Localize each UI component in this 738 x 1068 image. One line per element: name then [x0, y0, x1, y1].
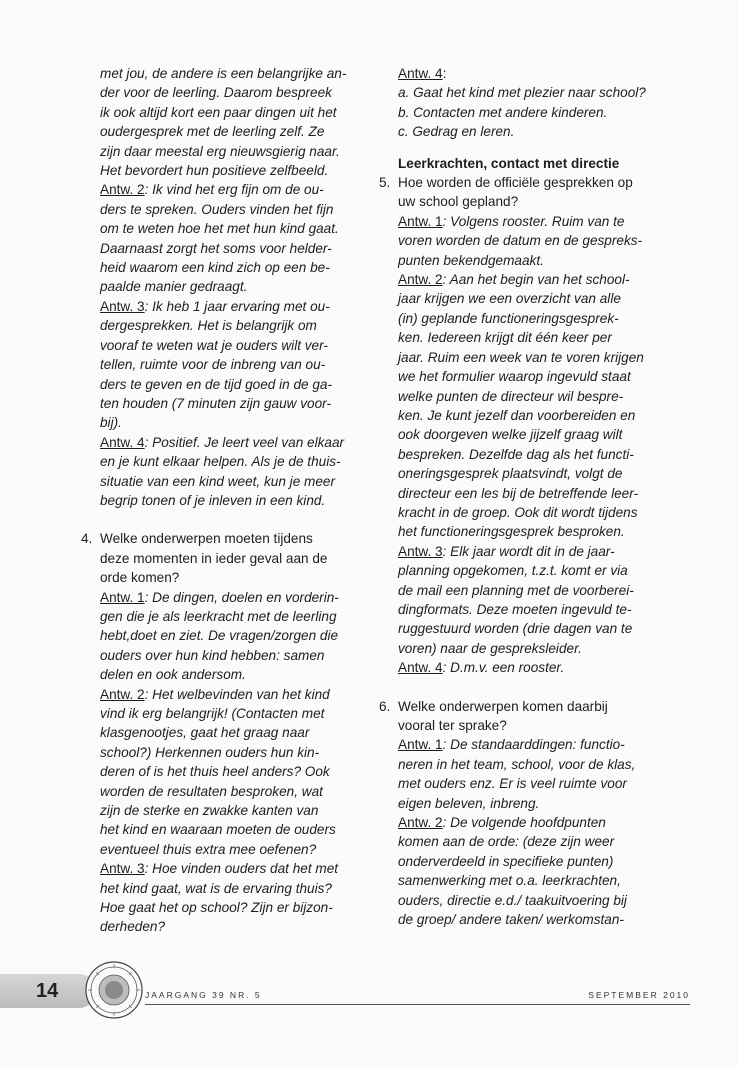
- answer-label: Antw. 4: [398, 660, 443, 676]
- text-line: deren of is het thuis heel anders? Ook: [100, 764, 330, 780]
- answer-block: Antw. 4: Positief. Je leert veel van elkaar en je kunt elkaar helpen. Als je de thuis- situatie van een kind weet, kun je meer begrip tonen of je inleven in een kind.: [100, 433, 372, 511]
- text-line: school?) Herkennen ouders hun kin-: [100, 744, 320, 760]
- text-line: met ouders enz. Er is veel ruimte voor: [398, 776, 627, 792]
- section-heading: Leerkrachten, contact met directie: [398, 155, 620, 171]
- text-line: eigen beleven, inbreng.: [398, 795, 540, 811]
- answer-label: Antw. 3: [100, 298, 145, 314]
- answer-label: Antw. 1: [398, 213, 443, 229]
- journal-issue: JAARGANG 39 NR. 5: [145, 990, 262, 1000]
- answer-block: Antw. 2: Aan het begin van het school- jaar krijgen we een overzicht van alle (in) geplande functioneringsgesprek- ken. Iedereen krijgt dit één keer per jaar. Ruim een week van te voren krijgen we het formulier waarop ingevuld staat welke punten de directeur wil bespre- ken. Je kunt jezelf dan voorbereiden en ook doorgeven welke jijzelf graag wilt bespreken. Dezelfde dag als het functi- oneringsgesprek plaatsvindt, volgt de directeur een les bij de betreffende leer- kracht in de groep. Ook dit wordt tijdens het functioneringsgesprek besproken.: [398, 270, 688, 542]
- text-line: paalde manier gedraagt.: [100, 279, 248, 295]
- text-line: gen die je als leerkracht met de leerling: [100, 608, 337, 624]
- text-line: de mail een planning met de voorberei-: [398, 582, 634, 598]
- answer-block: Antw. 4: D.m.v. een rooster.: [398, 660, 565, 676]
- text-line: welke punten de directeur wil bespre-: [398, 388, 624, 404]
- answer-first-line: De volgende hoofdpunten: [450, 815, 606, 831]
- text-line: voren) naar de gespreksleider.: [398, 640, 582, 656]
- text-line: vind ik erg belangrijk! (Contacten met: [100, 706, 325, 721]
- answer-label: Antw. 3: [100, 861, 145, 877]
- text-line: kracht in de groep. Ook dit wordt tijdens: [398, 504, 638, 520]
- text-line: ten houden (7 minuten zijn gauw voor-: [100, 395, 331, 411]
- text-line: dergesprekken. Het is belangrijk om: [100, 318, 317, 334]
- text-line: jaar krijgen we een overzicht van alle: [398, 291, 621, 307]
- text-line: en je kunt elkaar helpen. Als je de thuis-: [100, 454, 341, 470]
- text-line: Hoe gaat het op school? Zijn er bijzon-: [100, 900, 333, 916]
- answer-block: Antw. 4: a. Gaat het kind met plezier naar school? b. Contacten met andere kinderen. c. Gedrag en leren.: [398, 64, 688, 142]
- answer-block: Antw. 3: Hoe vinden ouders dat het met het kind gaat, wat is de ervaring thuis? Hoe gaat het op school? Zijn er bijzon- derheden?: [100, 859, 372, 937]
- journal-seal-icon: [84, 960, 144, 1020]
- text-line: voren worden de datum en de gespreks-: [398, 233, 643, 249]
- left-column: [81, 64, 372, 937]
- answer-label: Antw. 4: [398, 66, 443, 81]
- question-4: [81, 529, 372, 587]
- question-5: [379, 173, 688, 212]
- text-line: we het formulier waarop ingevuld staat: [398, 369, 631, 385]
- text-line: worden de resultaten besproken, wat: [100, 783, 323, 799]
- text-line: oneringsgesprek plaatsvindt, volgt de: [398, 466, 623, 482]
- text-line: het functioneringsgesprek besproken.: [398, 524, 625, 540]
- text-line: deze momenten in ieder geval aan de: [100, 550, 328, 566]
- answer-block: Antw. 3: Ik heb 1 jaar ervaring met ou- dergesprekken. Het is belangrijk om vooraf te weten wat je ouders wilt ver- tellen, ruimte voor de inbreng van ou- ders te geven en de tijd goed in de ga- ten houden (7 minuten zijn gauw voor- bij).: [100, 297, 372, 433]
- answer-label: Antw. 4: [100, 434, 145, 450]
- answer-text: [398, 289, 688, 541]
- question-number: 5.: [379, 175, 391, 191]
- text-line: situatie van een kind weet, kun je meer: [100, 473, 336, 489]
- text-line: derheden?: [100, 919, 166, 935]
- text-line: a. Gaat het kind met plezier naar school?: [398, 85, 646, 101]
- text-line: zijn de sterke en zwakke kanten van: [100, 803, 319, 819]
- answer-block: Antw. 2: De volgende hoofdpunten komen aan de orde: (deze zijn weer onderverdeeld in specifieke punten) samenwerking met o.a. leerkrachten, ouders, directie e.d./ taakuitvoering bij de groep/ andere taken/ werkomstan-: [398, 813, 688, 929]
- text-line: ruggestuurd worden (drie dagen van te: [398, 621, 633, 637]
- answer-first-line: D.m.v. een rooster.: [450, 660, 565, 676]
- answer-block: Antw. 1: Volgens rooster. Ruim van te voren worden de datum en de gespreks- punten bekendgemaakt.: [398, 212, 688, 270]
- text-line: delen en ook andersom.: [100, 667, 246, 683]
- text-line: ik ook altijd kort een paar dingen uit het: [100, 104, 337, 120]
- answer-block: Antw. 1: De standaarddingen: functio- neren in het team, school, voor de klas, met ouders enz. Er is veel ruimte voor eigen beleven, inbreng.: [398, 735, 688, 813]
- text-line: ouders, directie e.d./ taakuitvoering bij: [398, 892, 627, 908]
- text-line: der voor de leerling. Daarom bespreek: [100, 85, 332, 101]
- answer-first-line: De standaarddingen: functio-: [450, 737, 625, 753]
- text-line: vooral ter sprake?: [398, 718, 507, 733]
- answer-first-line: De dingen, doelen en vorderin-: [152, 589, 339, 605]
- answer-label: Antw. 2: [398, 815, 443, 831]
- text-line: c. Gedrag en leren.: [398, 124, 515, 140]
- answer-first-line: Hoe vinden ouders dat het met: [152, 861, 339, 877]
- answer-text: [100, 200, 372, 297]
- answer-label: Antw. 2: [398, 272, 443, 288]
- answer-text: [398, 755, 688, 813]
- question-text: [100, 529, 372, 587]
- text-line: het kind gaat, wat is de ervaring thuis?: [100, 880, 332, 896]
- text-line: het kind en waaraan moeten de ouders: [100, 822, 336, 838]
- answer-block: Antw. 3: Elk jaar wordt dit in de jaar- planning opgekomen, t.z.t. komt er via de mail een planning met de voorberei- dingformats. Deze moeten ingevuld te- ruggestuurd worden (drie dagen van te voren) naar de gespreksleider.: [398, 542, 688, 658]
- answer-list: [398, 83, 688, 141]
- text-line: hebt,doet en ziet. De vragen/zorgen die: [100, 628, 339, 644]
- text-line: (in) geplande functioneringsgesprek-: [398, 310, 619, 326]
- question-text: [398, 697, 688, 736]
- answer-label: Antw. 2: [100, 182, 145, 198]
- text-line: zijn daar meestal erg nieuwsgierig naar.: [100, 143, 340, 159]
- answer-first-line: Elk jaar wordt dit in de jaar-: [450, 543, 615, 559]
- text-line: Welke onderwerpen moeten tijdens: [100, 531, 313, 547]
- answer-label: Antw. 1: [398, 737, 443, 753]
- answer-text: [398, 231, 688, 270]
- text-line: punten bekendgemaakt.: [398, 252, 544, 268]
- answer-text: [100, 607, 372, 685]
- answer-label: Antw. 2: [100, 686, 145, 702]
- text-line: samenwerking met o.a. leerkrachten,: [398, 873, 621, 889]
- text-line: komen aan de orde: (deze zijn weer: [398, 834, 615, 850]
- answer-text: [100, 452, 372, 510]
- answer-block: Antw. 2: Ik vind het erg fijn om de ou- ders te spreken. Ouders vinden het fijn om te weten hoe het met hun kind gaat. Daarnaast zorgt het soms voor helder- heid waarom een kind zich op een be- paalde manier gedraagt.: [100, 180, 372, 296]
- text-line: ouders over hun kind hebben: samen: [100, 647, 325, 663]
- text-line: de groep/ andere taken/ werkomstan-: [398, 912, 624, 928]
- text-line: orde komen?: [100, 570, 180, 586]
- footer-rule: [145, 1004, 690, 1005]
- text-line: ken. Je kunt jezelf dan voorbereiden en: [398, 407, 636, 423]
- text-line: vooraf te weten wat je ouders wilt ver-: [100, 337, 328, 353]
- text-line: directeur een les bij de betreffende leer-: [398, 485, 639, 501]
- answer-first-line: Het welbevinden van het kind: [152, 686, 330, 702]
- answer-label: Antw. 3: [398, 543, 443, 559]
- text-line: Het bevordert hun positieve zelfbeeld.: [100, 163, 329, 179]
- text-line: tellen, ruimte voor de inbreng van ou-: [100, 357, 326, 373]
- text-line: oudergesprek met de leerling zelf. Ze: [100, 124, 325, 140]
- answer-block: Antw. 1: De dingen, doelen en vorderin- gen die je als leerkracht met de leerling hebt,doet en ziet. De vragen/zorgen die ouders over hun kind hebben: samen delen en ook andersom.: [100, 588, 372, 685]
- question-number: 6.: [379, 698, 391, 714]
- text-line: heid waarom een kind zich op een be-: [100, 260, 330, 276]
- text-line: Welke onderwerpen komen daarbij: [398, 698, 608, 714]
- text-line: om te weten hoe het met hun kind gaat.: [100, 221, 339, 237]
- answer-text: [398, 832, 688, 929]
- question-number: 4.: [81, 531, 93, 547]
- text-line: b. Contacten met andere kinderen.: [398, 104, 608, 120]
- text-line: neren in het team, school, voor de klas,: [398, 756, 636, 772]
- text-line: begrip tonen of je inleven in een kind.: [100, 492, 326, 508]
- answer-text: [100, 316, 372, 432]
- text-line: dingformats. Deze moeten ingevuld te-: [398, 601, 632, 617]
- text-line: met jou, de andere is een belangrijke an-: [100, 66, 347, 81]
- answer-first-line: Ik heb 1 jaar ervaring met ou-: [152, 298, 330, 314]
- text-line: Hoe worden de officiële gesprekken op: [398, 175, 633, 191]
- answer-text: [100, 704, 372, 859]
- text-line: bespreken. Dezelfde dag als het functi-: [398, 446, 634, 462]
- answer-text: [398, 561, 688, 658]
- answer-first-line: Ik vind het erg fijn om de ou-: [152, 182, 324, 198]
- text-line: uw school gepland?: [398, 194, 519, 210]
- text-line: eventueel thuis extra mee oefenen?: [100, 841, 317, 857]
- answer-first-line: Volgens rooster. Ruim van te: [450, 213, 625, 229]
- paragraph-intro: [100, 64, 372, 180]
- answer-block: Antw. 2: Het welbevinden van het kind vind ik erg belangrijk! (Contacten met klasgenootjes, gaat het graag naar school?) Herkennen ouders hun kin- deren of is het thuis heel anders? Ook worden de resultaten besproken, wat zijn de sterke en zwakke kanten van het kind en waaraan moeten de ouders eventueel thuis extra mee oefenen?: [100, 685, 372, 860]
- text-line: klasgenootjes, gaat het graag naar: [100, 725, 310, 741]
- right-column: [379, 64, 688, 929]
- issue-date: SEPTEMBER 2010: [588, 990, 690, 1000]
- answer-first-line: Aan het begin van het school-: [449, 272, 630, 288]
- answer-first-line: Positief. Je leert veel van elkaar: [152, 434, 345, 450]
- text-line: ders te spreken. Ouders vinden het fijn: [100, 201, 334, 217]
- text-line: Daarnaast zorgt het soms voor helder-: [100, 240, 332, 256]
- text-line: onderverdeeld in specifieke punten): [398, 853, 614, 869]
- text-line: ken. Iedereen krijgt dit één keer per: [398, 330, 612, 346]
- page-number: 14: [36, 980, 59, 1002]
- text-line: bij).: [100, 415, 122, 431]
- text-line: ook doorgeven welke jijzelf graag wilt: [398, 427, 623, 443]
- answer-text: [100, 879, 372, 937]
- question-6: [379, 697, 688, 736]
- question-text: [398, 173, 688, 212]
- text-line: planning opgekomen, t.z.t. komt er via: [398, 563, 628, 579]
- text-line: ders te geven en de tijd goed in de ga-: [100, 376, 333, 392]
- text-line: jaar. Ruim een week van te voren krijgen: [398, 349, 644, 365]
- answer-label: Antw. 1: [100, 589, 145, 605]
